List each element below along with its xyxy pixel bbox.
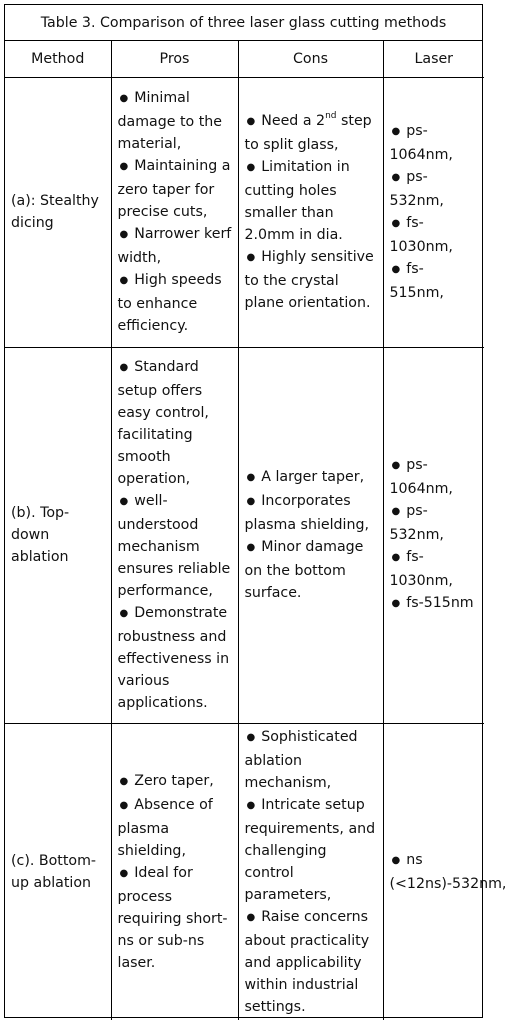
list-item-text: Limitation in cutting holes smaller than 2.0mm in dia. (244, 159, 350, 243)
bullet-icon: ● (119, 161, 129, 172)
table-frame (4, 4, 506, 1018)
header-method: Method (5, 41, 111, 77)
ordinal-superscript: nd (325, 111, 337, 122)
list-item (245, 794, 377, 906)
list-item-text: Incorporates plasma shielding, (244, 493, 370, 533)
list-item-text: A larger taper, (261, 469, 365, 485)
list-item-text: well-understood mechanism ensures reliable performance, (117, 493, 231, 599)
list-item-text: Highly sensitive to the crystal plane orientation. (244, 249, 374, 311)
list-item-text: Minimal damage to the material, (117, 90, 222, 152)
list-item (245, 246, 377, 314)
list-item-text: Zero taper, (134, 772, 214, 789)
list-item-text: Intricate setup requirements, and challenging control parameters, (244, 796, 376, 903)
header-row (5, 41, 484, 77)
header-cons: Cons (238, 41, 383, 77)
list-item (118, 223, 232, 269)
list-item (245, 490, 377, 536)
list-item (390, 454, 479, 500)
bullet-icon: ● (391, 172, 401, 183)
method-cell: (a): Stealthy dicing (5, 77, 111, 347)
laser-cell (383, 77, 484, 347)
cons-cell (238, 347, 383, 723)
bullet-icon: ● (246, 731, 256, 743)
pros-cell (111, 723, 238, 1020)
bullet-icon: ● (391, 552, 401, 563)
list-item (390, 500, 479, 546)
pros-cell (111, 347, 238, 723)
bullet-icon: ● (119, 229, 129, 240)
bullet-icon: ● (246, 542, 256, 553)
method-cell: (b). Top-down ablation (5, 347, 111, 723)
bullet-icon: ● (246, 252, 256, 263)
list-item (245, 726, 377, 794)
bullet-icon: ● (391, 218, 401, 229)
table-row (5, 723, 484, 1020)
list-item (118, 794, 232, 862)
bullet-icon: ● (119, 496, 129, 507)
list-item (245, 156, 377, 246)
method-cell: (c). Bottom-up ablation (5, 723, 111, 1020)
list-item (245, 906, 377, 1018)
list-item-text: Standard setup offers easy control, facilitating smooth operation, (117, 359, 209, 487)
list-item (390, 258, 479, 304)
bullet-icon: ● (119, 867, 129, 879)
list-item-text: ns (<12ns)-532nm, (389, 851, 506, 892)
list-item-text: Demonstrate robustness and effectiveness in various applications. (117, 605, 230, 711)
comparison-table (5, 41, 506, 1020)
bullet-icon: ● (246, 116, 256, 127)
list-item-text: Raise concerns about practicality and applicability within industrial settings. (244, 908, 370, 1015)
bullet-icon: ● (246, 911, 256, 923)
list-item-text: Sophisticated ablation mechanism, (244, 728, 358, 791)
list-item (118, 770, 232, 794)
bullet-icon: ● (119, 608, 129, 619)
pros-cell (111, 77, 238, 347)
list-item-text: ps-1064nm, (389, 457, 453, 497)
list-item-text: Ideal for process requiring short-ns or sub-ns laser. (117, 864, 228, 971)
list-item (118, 269, 232, 337)
bullet-icon: ● (391, 854, 401, 866)
list-item (118, 356, 232, 490)
list-item (390, 592, 479, 616)
list-item (390, 546, 479, 592)
list-item (118, 87, 232, 155)
bullet-icon: ● (391, 264, 401, 275)
list-item-text: Maintaining a zero taper for precise cuts, (117, 158, 231, 220)
bullet-icon: ● (246, 496, 256, 507)
list-item (390, 212, 479, 258)
bullet-icon: ● (119, 275, 129, 286)
bullet-icon: ● (246, 162, 256, 173)
table-row (5, 77, 484, 347)
bullet-icon: ● (119, 362, 129, 373)
table-row (5, 347, 484, 723)
laser-cell (383, 723, 506, 1020)
bullet-icon: ● (391, 506, 401, 517)
list-item (118, 602, 232, 714)
list-item-text: fs-1030nm, (389, 549, 453, 589)
laser-cell (383, 347, 484, 723)
list-item (389, 849, 506, 895)
bullet-icon: ● (246, 472, 256, 483)
list-item-text: High speeds to enhance efficiency. (117, 272, 222, 334)
list-item-text: Narrower kerf width, (117, 226, 232, 266)
list-item-text: ps-532nm, (389, 169, 444, 209)
list-item (118, 862, 232, 974)
list-item-text: fs-515nm, (389, 261, 444, 301)
cons-cell (238, 723, 383, 1020)
list-item (118, 490, 232, 602)
cons-cell (238, 77, 383, 347)
list-item (245, 466, 377, 490)
bullet-icon: ● (119, 799, 129, 811)
list-item (245, 536, 377, 604)
list-item (245, 110, 377, 156)
bullet-icon: ● (119, 93, 129, 104)
list-item-text: Need a 2 (261, 113, 326, 129)
list-item-text: ps-532nm, (389, 503, 444, 543)
bullet-icon: ● (391, 460, 401, 471)
bullet-icon: ● (119, 775, 129, 787)
list-item-text: fs-515nm (406, 595, 474, 611)
header-laser: Laser (383, 41, 484, 77)
bullet-icon: ● (391, 598, 401, 609)
bullet-icon: ● (391, 126, 401, 137)
table-caption: Table 3. Comparison of three laser glass cutting methods (5, 5, 482, 41)
list-item-text: Absence of plasma shielding, (117, 796, 213, 859)
list-item-text: fs-1030nm, (389, 215, 453, 255)
list-item-text: ps-1064nm, (389, 123, 453, 163)
list-item-text: step to split glass, (244, 113, 372, 153)
list-item (390, 120, 479, 166)
list-item (118, 155, 232, 223)
list-item-text: Minor damage on the bottom surface. (244, 539, 364, 601)
list-item (390, 166, 479, 212)
bullet-icon: ● (246, 799, 256, 811)
header-pros: Pros (111, 41, 238, 77)
